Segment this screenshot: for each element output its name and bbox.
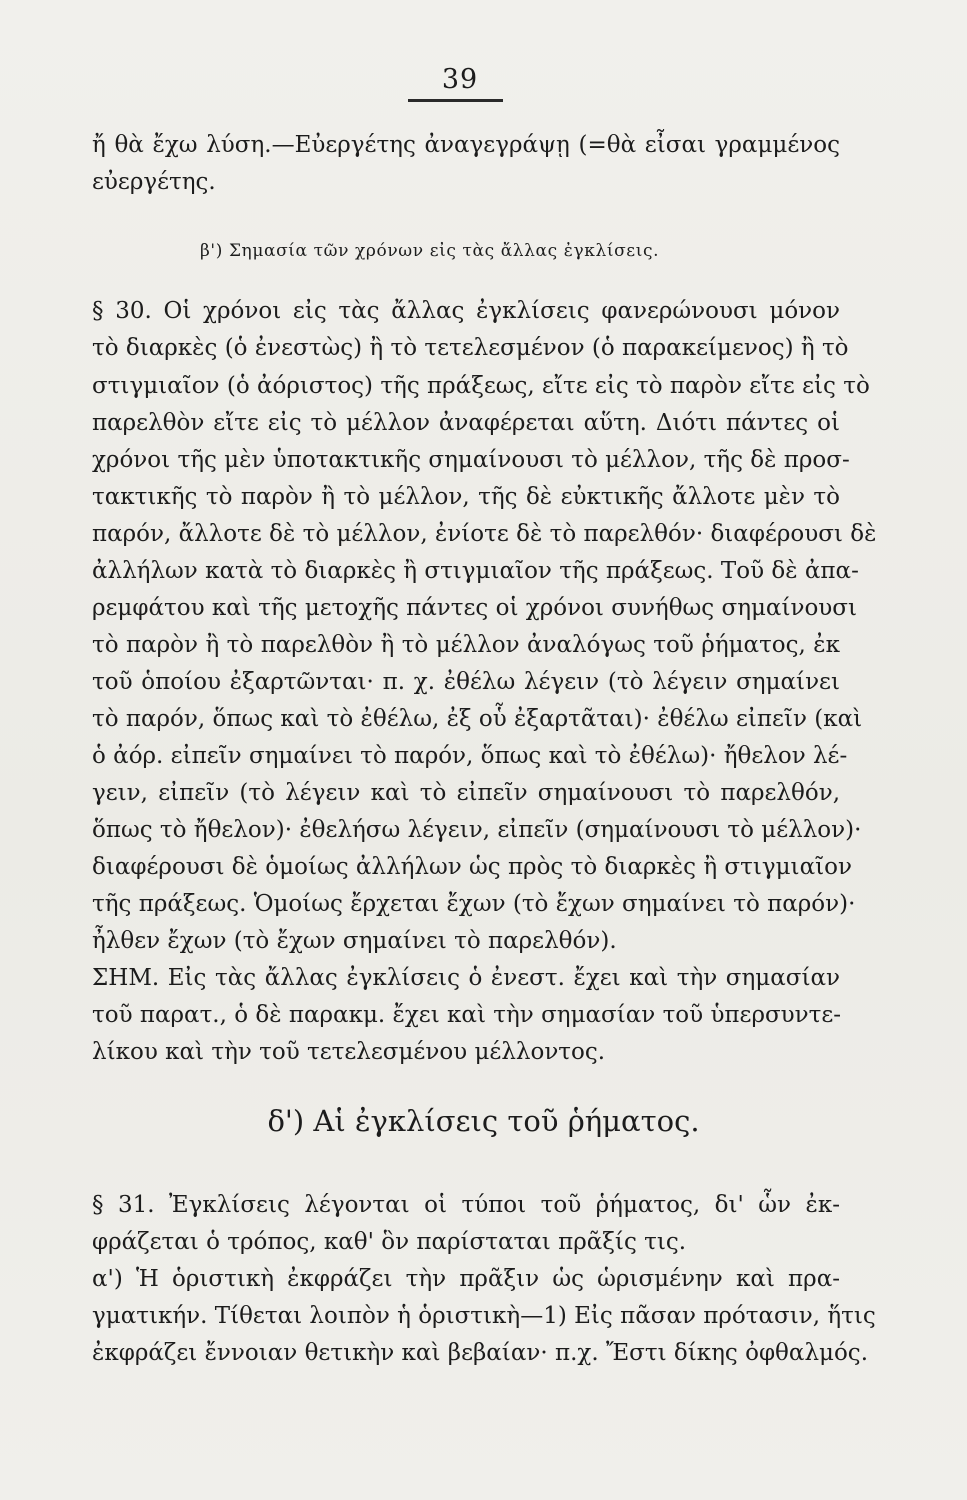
paragraph-line: ρεμφάτου καὶ τῆς μετοχῆς πάντες οἱ χρόνοι συνήθως σημαίνουσι [92, 595, 858, 621]
paragraph-line: χρόνοι τῆς μὲν ὑποτακτικῆς σημαίνουσι τὸ μέλλον, τῆς δὲ προσ- [92, 447, 850, 473]
paragraph-line: τὸ παρόν, ὅπως καὶ τὸ ἐθέλω, ἐξ οὗ ἐξαρτᾶται)· ἐθέλω εἰπεῖν (καὶ [92, 706, 863, 732]
text-line: εὐεργέτης. [92, 169, 216, 195]
paragraph-line: φράζεται ὁ τρόπος, καθ' ὃν παρίσταται πρᾶξίς τις. [92, 1229, 687, 1255]
paragraph-line: ἀλλήλων κατὰ τὸ διαρκὲς ἢ στιγμιαῖον τῆς πράξεως. Τοῦ δὲ ἀπα- [92, 558, 859, 584]
subsection-heading: β') Σημασία τῶν χρόνων εἰς τὰς ἄλλας ἐγκλίσεις. [200, 241, 660, 261]
paragraph-line: γειν, εἰπεῖν (τὸ λέγειν καὶ τὸ εἰπεῖν σημαίνουσι τὸ παρελθόν, [92, 780, 840, 806]
paragraph-line: γματικήν. Τίθεται λοιπὸν ἡ ὁριστικὴ—1) Εἰς πᾶσαν πρότασιν, ἥτις [92, 1303, 876, 1329]
page-number: 39 [441, 64, 479, 95]
page-number-rule [408, 99, 503, 102]
paragraph-line: § 30. Οἱ χρόνοι εἰς τὰς ἄλλας ἐγκλίσεις φανερώνουσι μόνον [92, 298, 840, 324]
paragraph-line: στιγμιαῖον (ὁ ἀόριστος) τῆς πράξεως, εἴτε εἰς τὸ παρὸν εἴτε εἰς τὸ [92, 373, 870, 399]
paragraph-line: διαφέρουσι δὲ ὁμοίως ἀλλήλων ὡς πρὸς τὸ διαρκὲς ἢ στιγμιαῖον [92, 854, 852, 880]
chapter-heading: δ') Αἱ ἐγκλίσεις τοῦ ῥήματος. [267, 1104, 700, 1138]
paragraph-line: τὸ παρὸν ἢ τὸ παρελθὸν ἢ τὸ μέλλον ἀναλόγως τοῦ ῥήματος, ἐκ [92, 632, 840, 658]
paragraph-line: ἐκφράζει ἔννοιαν θετικὴν καὶ βεβαίαν· π.χ. Ἔστι δίκης ὀφθαλμός. [92, 1340, 869, 1366]
paragraph-line: τοῦ ὁποίου ἐξαρτῶνται· π. χ. ἐθέλω λέγειν (τὸ λέγειν σημαίνει [92, 669, 840, 695]
paragraph-line: παρελθὸν εἴτε εἰς τὸ μέλλον ἀναφέρεται αὕτη. Διότι πάντες οἱ [92, 410, 840, 436]
note-line: λίκου καὶ τὴν τοῦ τετελεσμένου μέλλοντος. [92, 1039, 606, 1065]
note-line: ΣΗΜ. Εἰς τὰς ἄλλας ἐγκλίσεις ὁ ἐνεστ. ἔχει καὶ τὴν σημασίαν [92, 965, 840, 991]
paragraph-line: τακτικῆς τὸ παρὸν ἢ τὸ μέλλον, τῆς δὲ εὐκτικῆς ἄλλοτε μὲν τὸ [92, 484, 840, 510]
text-line: ἤ θὰ ἔχω λύση.—Εὐεργέτης ἀναγεγράψῃ (=θὰ εἶσαι γραμμένος [92, 132, 840, 158]
paragraph-line: ὁ ἀόρ. εἰπεῖν σημαίνει τὸ παρόν, ὅπως καὶ τὸ ἐθέλω)· ἤθελον λέ- [92, 743, 848, 769]
paragraph-line: α') Ἡ ὁριστικὴ ἐκφράζει τὴν πρᾶξιν ὡς ὡρισμένην καὶ πρα- [92, 1266, 840, 1292]
paragraph-line: τὸ διαρκὲς (ὁ ἐνεστὼς) ἢ τὸ τετελεσμένον (ὁ παρακείμενος) ἢ τὸ [92, 335, 849, 361]
paragraph-line: ἦλθεν ἔχων (τὸ ἔχων σημαίνει τὸ παρελθόν). [92, 928, 617, 954]
paragraph-line: § 31. Ἐγκλίσεις λέγονται οἱ τύποι τοῦ ῥήματος, δι' ὧν ἐκ- [92, 1192, 840, 1218]
paragraph-line: ὅπως τὸ ἤθελον)· ἐθελήσω λέγειν, εἰπεῖν (σημαίνουσι τὸ μέλλον)· [92, 817, 862, 843]
paragraph-line: παρόν, ἄλλοτε δὲ τὸ μέλλον, ἐνίοτε δὲ τὸ παρελθόν· διαφέρουσι δὲ [92, 521, 877, 547]
paragraph-line: τῆς πράξεως. Ὁμοίως ἔρχεται ἔχων (τὸ ἔχων σημαίνει τὸ παρόν)· [92, 891, 856, 917]
note-line: τοῦ παρατ., ὁ δὲ παρακμ. ἔχει καὶ τὴν σημασίαν τοῦ ὑπερσυντε- [92, 1002, 842, 1028]
